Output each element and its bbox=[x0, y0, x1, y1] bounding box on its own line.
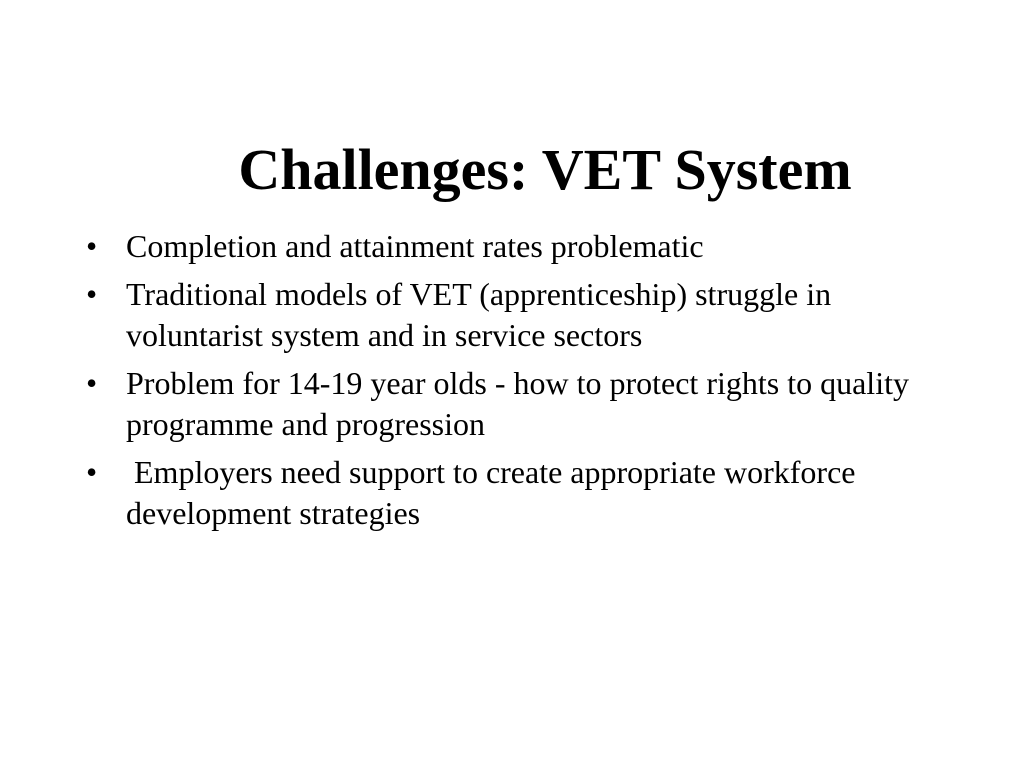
slide-title: Challenges: VET System bbox=[238, 137, 852, 202]
bullet-list bbox=[86, 226, 966, 541]
bullet-item-traditional-models bbox=[86, 274, 966, 356]
bullet-item-completion bbox=[86, 226, 966, 267]
bullet-marker: • bbox=[86, 276, 98, 312]
bullet-text: Problem for 14-19 year olds - how to protect rights to quality programme and progression bbox=[126, 365, 917, 442]
bullet-text: Completion and attainment rates problematic bbox=[126, 228, 704, 264]
bullet-marker: • bbox=[86, 454, 98, 490]
bullet-marker: • bbox=[86, 365, 98, 401]
bullet-marker: • bbox=[86, 228, 98, 264]
bullet-item-14-19-year-olds bbox=[86, 363, 966, 445]
bullet-text: Traditional models of VET (apprenticeship) struggle in voluntarist system and in service sectors bbox=[126, 276, 840, 353]
bullet-text: Employers need support to create appropriate workforce development strategies bbox=[126, 454, 864, 531]
bullet-item-employers bbox=[86, 452, 966, 534]
